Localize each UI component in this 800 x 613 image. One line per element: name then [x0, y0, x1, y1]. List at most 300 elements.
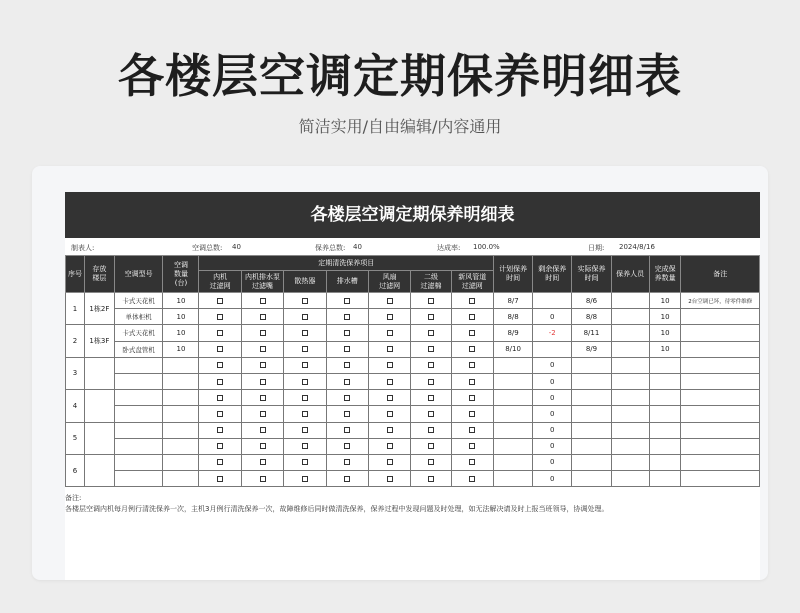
checkbox-icon[interactable] [217, 346, 223, 352]
staff-cell[interactable] [611, 309, 649, 325]
checkbox-icon[interactable] [428, 362, 434, 368]
checkbox-icon[interactable] [260, 395, 266, 401]
checkbox-icon[interactable] [344, 330, 350, 336]
checkbox-icon[interactable] [344, 362, 350, 368]
note-cell[interactable] [681, 422, 760, 438]
checkbox-cell [284, 357, 326, 373]
header-item-2: 散热器 [284, 271, 326, 293]
checkbox-icon[interactable] [469, 314, 475, 320]
staff-cell[interactable] [611, 373, 649, 389]
header-seq: 序号 [66, 256, 85, 293]
remain-cell[interactable]: 0 [533, 309, 572, 325]
checkbox-cell [241, 293, 283, 309]
checkbox-icon[interactable] [469, 379, 475, 385]
checkbox-cell [326, 341, 368, 357]
checkbox-icon[interactable] [302, 443, 308, 449]
checkbox-cell [199, 309, 241, 325]
plan-cell[interactable]: 8/9 [493, 325, 532, 341]
checkbox-icon[interactable] [469, 346, 475, 352]
checkbox-cell [451, 422, 493, 438]
remain-cell[interactable]: 0 [533, 373, 572, 389]
done-cell[interactable] [649, 422, 681, 438]
checkbox-cell [241, 325, 283, 341]
checkbox-cell [199, 454, 241, 470]
checkbox-icon[interactable] [387, 330, 393, 336]
table-row [66, 325, 760, 341]
remain-cell[interactable]: 0 [533, 357, 572, 373]
checkbox-cell [241, 309, 283, 325]
header-item-6: 新风管道 过滤网 [451, 271, 493, 293]
checkbox-cell [368, 454, 410, 470]
checkbox-icon[interactable] [302, 362, 308, 368]
date-label: 日期: [588, 244, 605, 252]
floor-cell[interactable] [85, 454, 115, 486]
checkbox-cell [368, 357, 410, 373]
seq-cell[interactable]: 2 [66, 325, 85, 357]
header-item-4: 风扇 过滤网 [368, 271, 410, 293]
qty-cell[interactable]: 10 [163, 341, 199, 357]
done-cell[interactable] [649, 454, 681, 470]
checkbox-cell [284, 471, 326, 487]
checkbox-cell [451, 341, 493, 357]
checkbox-icon[interactable] [469, 298, 475, 304]
checkbox-cell [411, 293, 451, 309]
checkbox-icon[interactable] [260, 379, 266, 385]
checkbox-cell [284, 341, 326, 357]
checkbox-icon[interactable] [428, 443, 434, 449]
model-cell[interactable] [114, 438, 163, 454]
checkbox-icon[interactable] [387, 346, 393, 352]
checkbox-icon[interactable] [260, 476, 266, 482]
checkbox-icon[interactable] [302, 427, 308, 433]
actual-cell[interactable] [572, 357, 611, 373]
header-item-3: 排水槽 [326, 271, 368, 293]
model-cell[interactable] [114, 357, 163, 373]
checkbox-cell [199, 406, 241, 422]
model-cell[interactable] [114, 390, 163, 406]
checkbox-icon[interactable] [260, 346, 266, 352]
remain-cell[interactable] [533, 293, 572, 309]
spreadsheet [65, 192, 760, 580]
note-cell[interactable]: 2台空调已坏，待零件维修 [681, 293, 760, 309]
done-cell[interactable]: 10 [649, 293, 681, 309]
checkbox-icon[interactable] [387, 427, 393, 433]
checkbox-cell [241, 454, 283, 470]
staff-cell[interactable] [611, 390, 649, 406]
checkbox-icon[interactable] [469, 330, 475, 336]
checkbox-icon[interactable] [387, 459, 393, 465]
checkbox-icon[interactable] [217, 298, 223, 304]
checkbox-icon[interactable] [217, 379, 223, 385]
checkbox-icon[interactable] [260, 298, 266, 304]
checkbox-icon[interactable] [469, 459, 475, 465]
actual-cell[interactable] [572, 373, 611, 389]
checkbox-icon[interactable] [469, 395, 475, 401]
model-cell[interactable]: 卡式天花机 [114, 325, 163, 341]
remain-cell[interactable]: -2 [533, 325, 572, 341]
qty-cell[interactable] [163, 373, 199, 389]
seq-cell[interactable]: 5 [66, 422, 85, 454]
checkbox-cell [199, 390, 241, 406]
actual-cell[interactable] [572, 438, 611, 454]
checkbox-icon[interactable] [260, 459, 266, 465]
model-cell[interactable] [114, 406, 163, 422]
checkbox-icon[interactable] [469, 362, 475, 368]
checkbox-icon[interactable] [428, 427, 434, 433]
checkbox-icon[interactable] [260, 314, 266, 320]
done-cell[interactable]: 10 [649, 341, 681, 357]
plan-cell[interactable] [493, 422, 532, 438]
actual-cell[interactable]: 8/11 [572, 325, 611, 341]
seq-cell[interactable]: 3 [66, 357, 85, 389]
staff-cell[interactable] [611, 325, 649, 341]
header-item-5: 二级 过滤棉 [411, 271, 451, 293]
table-row [66, 357, 760, 373]
qty-cell[interactable] [163, 454, 199, 470]
table-row [66, 471, 760, 487]
model-cell[interactable] [114, 454, 163, 470]
checkbox-cell [199, 471, 241, 487]
staff-cell[interactable] [611, 422, 649, 438]
remarks [65, 487, 760, 515]
header-actual: 实际保养 时间 [572, 256, 611, 293]
plan-cell[interactable] [493, 454, 532, 470]
checkbox-cell [241, 390, 283, 406]
qty-cell[interactable] [163, 406, 199, 422]
checkbox-icon[interactable] [387, 362, 393, 368]
seq-cell[interactable]: 1 [66, 293, 85, 325]
maint-label: 保养总数: [315, 244, 346, 252]
header-model: 空调型号 [114, 256, 163, 293]
checkbox-cell [284, 422, 326, 438]
staff-cell[interactable] [611, 406, 649, 422]
checkbox-icon[interactable] [302, 330, 308, 336]
floor-cell[interactable]: 1栋2F [85, 293, 115, 325]
checkbox-icon[interactable] [260, 443, 266, 449]
checkbox-cell [326, 406, 368, 422]
staff-cell[interactable] [611, 438, 649, 454]
actual-cell[interactable] [572, 422, 611, 438]
checkbox-cell [451, 325, 493, 341]
model-cell[interactable]: 单体柜机 [114, 309, 163, 325]
checkbox-icon[interactable] [302, 459, 308, 465]
checkbox-cell [199, 438, 241, 454]
model-cell[interactable]: 卧式盘管机 [114, 341, 163, 357]
table-row [66, 341, 760, 357]
plan-cell[interactable]: 8/7 [493, 293, 532, 309]
header-plan: 计划保养 时间 [493, 256, 532, 293]
checkbox-cell [326, 373, 368, 389]
info-row [65, 238, 760, 255]
note-cell[interactable] [681, 325, 760, 341]
checkbox-cell [326, 309, 368, 325]
staff-cell[interactable] [611, 454, 649, 470]
note-cell[interactable] [681, 390, 760, 406]
checkbox-icon[interactable] [344, 314, 350, 320]
qty-cell[interactable] [163, 357, 199, 373]
plan-cell[interactable] [493, 406, 532, 422]
plan-cell[interactable]: 8/8 [493, 309, 532, 325]
checkbox-icon[interactable] [387, 476, 393, 482]
checkbox-icon[interactable] [217, 362, 223, 368]
floor-cell[interactable] [85, 357, 115, 389]
done-cell[interactable] [649, 471, 681, 487]
checkbox-cell [411, 357, 451, 373]
checkbox-cell [284, 325, 326, 341]
maint-value: 40 [353, 243, 362, 251]
checkbox-cell [241, 341, 283, 357]
remain-cell[interactable]: 0 [533, 390, 572, 406]
remain-cell[interactable]: 0 [533, 422, 572, 438]
checkbox-icon[interactable] [469, 427, 475, 433]
checkbox-icon[interactable] [302, 411, 308, 417]
checkbox-cell [199, 422, 241, 438]
actual-cell[interactable]: 8/6 [572, 293, 611, 309]
checkbox-cell [326, 454, 368, 470]
done-cell[interactable] [649, 357, 681, 373]
done-cell[interactable]: 10 [649, 309, 681, 325]
header-staff: 保养人员 [611, 256, 649, 293]
checkbox-cell [451, 373, 493, 389]
plan-cell[interactable] [493, 357, 532, 373]
checkbox-cell [199, 373, 241, 389]
seq-cell[interactable]: 4 [66, 390, 85, 422]
checkbox-cell [411, 422, 451, 438]
checkbox-icon[interactable] [428, 330, 434, 336]
header-qty: 空调 数量 (台) [163, 256, 199, 293]
remain-cell[interactable]: 0 [533, 406, 572, 422]
floor-cell[interactable] [85, 390, 115, 422]
remain-cell[interactable]: 0 [533, 438, 572, 454]
checkbox-cell [451, 471, 493, 487]
qty-cell[interactable]: 10 [163, 293, 199, 309]
actual-cell[interactable] [572, 390, 611, 406]
checkbox-cell [451, 390, 493, 406]
checkbox-cell [451, 454, 493, 470]
checkbox-cell [326, 390, 368, 406]
checkbox-icon[interactable] [387, 298, 393, 304]
checkbox-icon[interactable] [217, 459, 223, 465]
checkbox-icon[interactable] [428, 346, 434, 352]
checkbox-icon[interactable] [217, 411, 223, 417]
checkbox-cell [326, 357, 368, 373]
remain-cell[interactable]: 0 [533, 471, 572, 487]
checkbox-icon[interactable] [260, 427, 266, 433]
checkbox-icon[interactable] [217, 330, 223, 336]
checkbox-icon[interactable] [469, 411, 475, 417]
actual-cell[interactable]: 8/9 [572, 341, 611, 357]
checkbox-cell [411, 341, 451, 357]
remain-cell[interactable]: 0 [533, 454, 572, 470]
qty-cell[interactable]: 10 [163, 309, 199, 325]
qty-cell[interactable] [163, 471, 199, 487]
actual-cell[interactable] [572, 471, 611, 487]
checkbox-icon[interactable] [344, 459, 350, 465]
checkbox-icon[interactable] [344, 346, 350, 352]
checkbox-icon[interactable] [217, 395, 223, 401]
checkbox-icon[interactable] [428, 379, 434, 385]
checkbox-icon[interactable] [302, 379, 308, 385]
note-cell[interactable] [681, 373, 760, 389]
qty-cell[interactable] [163, 438, 199, 454]
page-title: 各楼层空调定期保养明细表 [118, 49, 682, 103]
note-cell[interactable] [681, 357, 760, 373]
done-cell[interactable] [649, 438, 681, 454]
plan-cell[interactable] [493, 438, 532, 454]
note-cell[interactable] [681, 471, 760, 487]
actual-cell[interactable]: 8/8 [572, 309, 611, 325]
checkbox-cell [411, 471, 451, 487]
checkbox-icon[interactable] [344, 427, 350, 433]
model-cell[interactable] [114, 373, 163, 389]
checkbox-cell [241, 438, 283, 454]
checkbox-cell [411, 438, 451, 454]
checkbox-cell [241, 471, 283, 487]
table-row [66, 390, 760, 406]
remain-cell[interactable] [533, 341, 572, 357]
qty-cell[interactable] [163, 422, 199, 438]
header-done: 完成保 养数量 [649, 256, 681, 293]
plan-cell[interactable] [493, 390, 532, 406]
floor-cell[interactable] [85, 422, 115, 454]
done-cell[interactable] [649, 373, 681, 389]
checkbox-icon[interactable] [387, 314, 393, 320]
checkbox-icon[interactable] [344, 298, 350, 304]
table-row [66, 309, 760, 325]
checkbox-cell [326, 422, 368, 438]
header-floor: 存放 楼层 [85, 256, 115, 293]
checkbox-icon[interactable] [428, 459, 434, 465]
model-cell[interactable]: 卡式天花机 [114, 293, 163, 309]
staff-cell[interactable] [611, 293, 649, 309]
checkbox-cell [451, 406, 493, 422]
checkbox-cell [368, 293, 410, 309]
total-value: 40 [232, 243, 241, 251]
checkbox-cell [199, 325, 241, 341]
seq-cell[interactable]: 6 [66, 454, 85, 486]
checkbox-cell [411, 406, 451, 422]
checkbox-cell [326, 325, 368, 341]
checkbox-icon[interactable] [302, 476, 308, 482]
checkbox-icon[interactable] [217, 427, 223, 433]
checkbox-icon[interactable] [344, 443, 350, 449]
staff-cell[interactable] [611, 341, 649, 357]
checkbox-icon[interactable] [428, 314, 434, 320]
done-cell[interactable]: 10 [649, 325, 681, 341]
header-remain: 剩余保养 时间 [533, 256, 572, 293]
checkbox-cell [451, 309, 493, 325]
checkbox-cell [284, 293, 326, 309]
checkbox-icon[interactable] [260, 330, 266, 336]
checkbox-icon[interactable] [428, 298, 434, 304]
plan-cell[interactable] [493, 471, 532, 487]
checkbox-icon[interactable] [387, 379, 393, 385]
checkbox-cell [284, 454, 326, 470]
note-cell[interactable] [681, 406, 760, 422]
checkbox-cell [284, 309, 326, 325]
header-item-1: 内机排水泵 过滤嘴 [241, 271, 283, 293]
done-cell[interactable] [649, 390, 681, 406]
checkbox-icon[interactable] [469, 443, 475, 449]
checkbox-icon[interactable] [387, 443, 393, 449]
table-row [66, 293, 760, 309]
table-row [66, 373, 760, 389]
checkbox-cell [368, 341, 410, 357]
checkbox-icon[interactable] [428, 411, 434, 417]
checkbox-icon[interactable] [302, 346, 308, 352]
checkbox-icon[interactable] [344, 411, 350, 417]
page-subtitle: 简洁实用/自由编辑/内容通用 [298, 117, 502, 136]
plan-cell[interactable] [493, 373, 532, 389]
remarks-label: 备注: [65, 494, 82, 503]
qty-cell[interactable] [163, 390, 199, 406]
checkbox-cell [199, 293, 241, 309]
plan-cell[interactable]: 8/10 [493, 341, 532, 357]
checkbox-cell [368, 438, 410, 454]
checkbox-icon[interactable] [469, 476, 475, 482]
checkbox-cell [284, 373, 326, 389]
checkbox-icon[interactable] [217, 314, 223, 320]
checkbox-cell [326, 471, 368, 487]
maintenance-table [65, 255, 760, 487]
actual-cell[interactable] [572, 454, 611, 470]
checkbox-cell [368, 309, 410, 325]
checkbox-cell [411, 390, 451, 406]
done-cell[interactable] [649, 406, 681, 422]
table-row [66, 438, 760, 454]
checkbox-icon[interactable] [344, 379, 350, 385]
note-cell[interactable] [681, 341, 760, 357]
qty-cell[interactable]: 10 [163, 325, 199, 341]
checkbox-cell [241, 373, 283, 389]
model-cell[interactable] [114, 422, 163, 438]
checkbox-cell [411, 309, 451, 325]
actual-cell[interactable] [572, 406, 611, 422]
checkbox-icon[interactable] [344, 395, 350, 401]
checkbox-icon[interactable] [217, 443, 223, 449]
checkbox-icon[interactable] [428, 395, 434, 401]
staff-cell[interactable] [611, 471, 649, 487]
remarks-text: 各楼层空调内机每月例行清洗保养一次，主机3月例行清洗保养一次，故障维修后同时做清洗保养，保养过程中发现问题及时处理，如无法解决请及时上报当班领导，协调处理。 [65, 505, 609, 514]
checkbox-icon[interactable] [428, 476, 434, 482]
note-cell[interactable] [681, 454, 760, 470]
checkbox-icon[interactable] [387, 411, 393, 417]
floor-cell[interactable]: 1栋3F [85, 325, 115, 357]
checkbox-icon[interactable] [302, 298, 308, 304]
checkbox-icon[interactable] [260, 411, 266, 417]
checkbox-cell [368, 373, 410, 389]
checkbox-icon[interactable] [302, 314, 308, 320]
checkbox-icon[interactable] [344, 476, 350, 482]
checkbox-icon[interactable] [302, 395, 308, 401]
checkbox-cell [368, 390, 410, 406]
checkbox-cell [284, 390, 326, 406]
checkbox-cell [326, 438, 368, 454]
note-cell[interactable] [681, 438, 760, 454]
checkbox-cell [241, 357, 283, 373]
header-note: 备注 [681, 256, 760, 293]
note-cell[interactable] [681, 309, 760, 325]
checkbox-cell [199, 341, 241, 357]
table-row [66, 406, 760, 422]
rate-value: 100.0% [473, 243, 500, 251]
staff-cell[interactable] [611, 357, 649, 373]
checkbox-cell [284, 406, 326, 422]
checkbox-icon[interactable] [217, 476, 223, 482]
checkbox-icon[interactable] [387, 395, 393, 401]
model-cell[interactable] [114, 471, 163, 487]
checkbox-icon[interactable] [260, 362, 266, 368]
